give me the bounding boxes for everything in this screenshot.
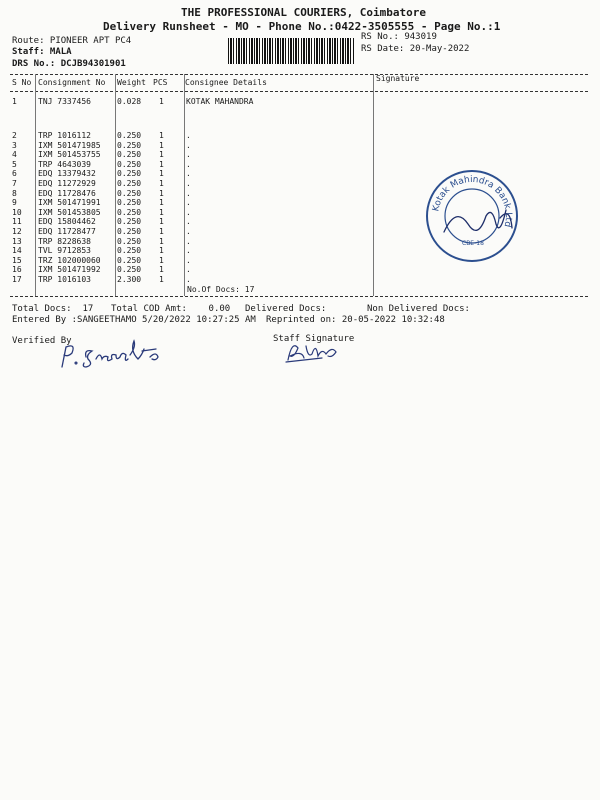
row-consignee: . (186, 207, 191, 217)
row-sno: 15 (12, 255, 22, 265)
row-weight: 0.250 (117, 150, 142, 160)
row-consignment: IXM 501453805 (38, 207, 101, 217)
col-separator (35, 74, 36, 296)
row-consignee: . (186, 169, 191, 179)
row-sno: 8 (12, 188, 17, 198)
row-pcs: 1 (159, 97, 164, 106)
row-consignment: TRP 1016103 (38, 275, 91, 284)
col-pcs: PCS (153, 78, 168, 87)
row-weight: 0.250 (117, 179, 142, 188)
table-header (12, 74, 420, 87)
row-pcs: 1 (159, 275, 164, 284)
col-separator (184, 74, 185, 296)
barcode (228, 38, 354, 64)
row-weight: 0.250 (117, 131, 142, 140)
delivered-docs: Delivered Docs: (245, 304, 327, 314)
row-sno: 13 (12, 236, 22, 246)
row-consignee: KOTAK MAHANDRA (186, 97, 254, 106)
row-consignee: . (186, 265, 191, 275)
staff-signature-label: Staff Signature (273, 334, 355, 344)
row-consignee: . (186, 227, 191, 236)
col-separator (115, 74, 116, 296)
row-sno: 11 (12, 217, 22, 227)
row-weight: 0.250 (117, 255, 142, 265)
table-row (12, 140, 191, 150)
table-row (12, 131, 191, 140)
row-consignee: . (186, 275, 191, 284)
row-consignment: TRP 1016112 (38, 131, 91, 140)
row-weight: 0.250 (117, 159, 142, 169)
row-pcs: 1 (159, 236, 164, 246)
rs-date: RS Date: 20-May-2022 (361, 44, 470, 54)
row-consignee: . (186, 140, 191, 150)
row-pcs: 1 (159, 265, 164, 275)
row-consignment: IXM 501471992 (38, 265, 101, 275)
col-consignee: Consignee Details (185, 78, 267, 87)
table-row (12, 188, 191, 198)
header-top-rule (10, 74, 588, 75)
row-pcs: 1 (159, 246, 164, 256)
row-sno: 6 (12, 169, 17, 179)
row-sno: 12 (12, 227, 22, 236)
total-docs: Total Docs: 17 (12, 304, 94, 314)
row-weight: 0.250 (117, 227, 142, 236)
row-pcs: 1 (159, 131, 164, 140)
row-consignee: . (186, 179, 191, 188)
col-sno: S No (12, 78, 32, 87)
row-weight: 2.300 (117, 275, 142, 284)
row-sno: 17 (12, 275, 22, 284)
table-row (12, 169, 191, 179)
row-sno: 9 (12, 198, 17, 208)
table-row (12, 246, 191, 256)
row-sno: 2 (12, 131, 17, 140)
total-cod: Total COD Amt: 0.00 (111, 304, 231, 314)
row-consignment: TNJ 7337456 (38, 97, 91, 106)
row-consignment: EDQ 11272929 (38, 179, 96, 188)
row-consignee: . (186, 131, 191, 140)
row-sno: 1 (12, 97, 17, 106)
bank-stamp (422, 166, 522, 266)
row-pcs: 1 (159, 207, 164, 217)
table-row (12, 97, 254, 106)
row-weight: 0.250 (117, 236, 142, 246)
table-row (12, 255, 191, 265)
row-consignment: EDQ 11728476 (38, 188, 96, 198)
row-consignment: IXM 501471991 (38, 198, 101, 208)
staff-label: Staff: MALA (12, 47, 72, 57)
row-pcs: 1 (159, 217, 164, 227)
row-sno: 4 (12, 150, 17, 160)
no-of-docs: No.Of Docs: 17 (187, 285, 255, 294)
table-row (12, 236, 191, 246)
row-weight: 0.250 (117, 207, 142, 217)
stamp-ring-text: Kotak Mahindra Bank Ltd (431, 174, 514, 228)
runsheet-subtitle: Delivery Runsheet - MO - Phone No.:0422-3505555 - Page No.:1 (103, 20, 501, 33)
row-consignee: . (186, 188, 191, 198)
row-weight: 0.250 (117, 169, 142, 179)
row-consignment: EDQ 13379432 (38, 169, 96, 179)
table-row (12, 207, 191, 217)
row-weight: 0.250 (117, 265, 142, 275)
entered-by: Entered By :SANGEETHAMO 5/20/2022 10:27:25 AM (12, 315, 256, 325)
row-consignment: TVL 9712853 (38, 246, 91, 256)
row-pcs: 1 (159, 150, 164, 160)
row-sno: 10 (12, 207, 22, 217)
col-consignment: Consignment No (38, 78, 106, 87)
table-row (12, 159, 191, 169)
verifier-signature (58, 337, 170, 371)
row-sno: 14 (12, 246, 22, 256)
row-consignment: TRZ 102000060 (38, 255, 101, 265)
row-weight: 0.250 (117, 140, 142, 150)
row-consignment: IXM 501471985 (38, 140, 101, 150)
table-row (12, 179, 191, 188)
row-weight: 0.250 (117, 217, 142, 227)
row-pcs: 1 (159, 179, 164, 188)
row-weight: 0.250 (117, 188, 142, 198)
drs-number: DRS No.: DCJB94301901 (12, 59, 126, 69)
row-sno: 16 (12, 265, 22, 275)
row-consignee: . (186, 255, 191, 265)
row-sno: 3 (12, 140, 17, 150)
row-consignment: EDQ 11728477 (38, 227, 96, 236)
company-title: THE PROFESSIONAL COURIERS, Coimbatore (181, 6, 427, 19)
table-row (12, 265, 191, 275)
row-weight: 0.028 (117, 97, 142, 106)
header-bottom-rule (10, 91, 588, 92)
col-weight: Weight (117, 78, 146, 87)
col-signature: Signature (376, 74, 420, 83)
route-label: Route: PIONEER APT PC4 (12, 36, 132, 46)
stamp-city: CBE-18 (462, 240, 484, 247)
row-weight: 0.250 (117, 198, 142, 208)
row-weight: 0.250 (117, 246, 142, 256)
row-pcs: 1 (159, 198, 164, 208)
row-consignee: . (186, 246, 191, 256)
col-separator (373, 74, 374, 296)
reprinted-on: Reprinted on: 20-05-2022 10:32:48 (266, 315, 445, 325)
row-consignment: TRP 4643039 (38, 159, 91, 169)
row-consignment: EDQ 15804462 (38, 217, 96, 227)
table-row (12, 227, 191, 236)
row-consignee: . (186, 150, 191, 160)
table-row (12, 217, 191, 227)
row-pcs: 1 (159, 169, 164, 179)
row-pcs: 1 (159, 140, 164, 150)
row-sno: 5 (12, 159, 17, 169)
row-sno: 7 (12, 179, 17, 188)
table-row (12, 275, 191, 284)
row-pcs: 1 (159, 159, 164, 169)
staff-signature-scribble (282, 336, 344, 366)
row-pcs: 1 (159, 188, 164, 198)
table-row (12, 198, 191, 208)
row-consignee: . (186, 159, 191, 169)
table-row (12, 150, 191, 160)
row-consignment: TRP 8228638 (38, 236, 91, 246)
row-consignee: . (186, 217, 191, 227)
verified-by-label: Verified By (12, 336, 72, 346)
row-pcs: 1 (159, 255, 164, 265)
row-consignee: . (186, 236, 191, 246)
row-pcs: 1 (159, 227, 164, 236)
table-bottom-rule (10, 296, 588, 297)
non-delivered-docs: Non Delivered Docs: (367, 304, 470, 314)
row-consignee: . (186, 198, 191, 208)
rs-number: RS No.: 943019 (361, 32, 437, 42)
row-consignment: IXM 501453755 (38, 150, 101, 160)
